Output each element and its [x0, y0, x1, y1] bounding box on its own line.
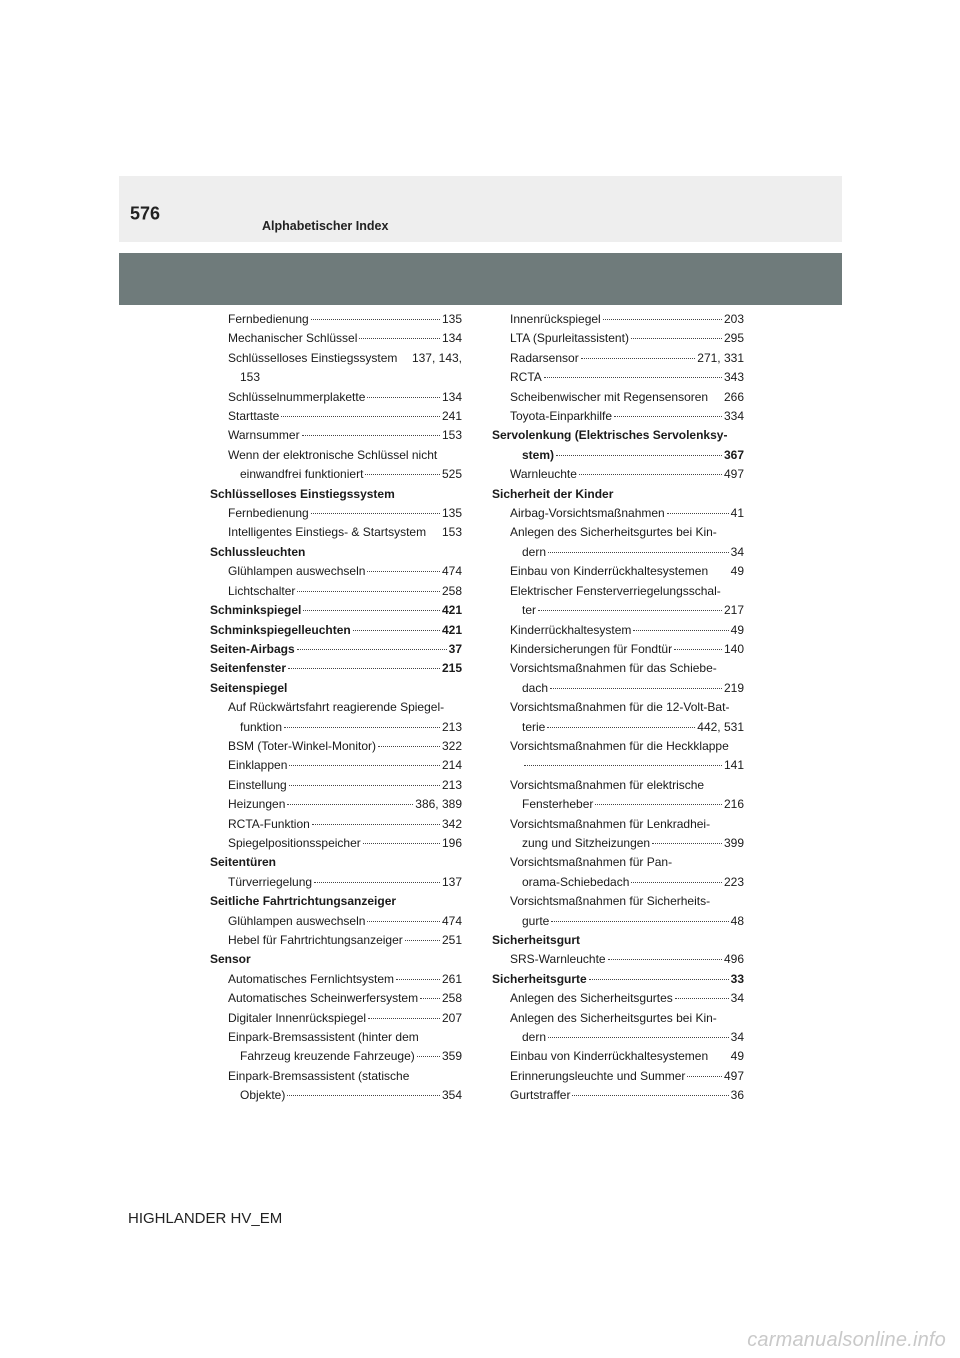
index-entry: [492, 601, 744, 620]
index-entry-page: 207: [441, 1010, 462, 1025]
index-entry-page: 34: [730, 1030, 744, 1045]
index-entry-page: 359: [441, 1049, 462, 1064]
dot-leader: [281, 416, 440, 417]
index-entry-text: SRS-Warnleuchte: [510, 952, 606, 967]
index-entry: [210, 640, 462, 659]
index-entry-page: 525: [441, 467, 462, 482]
index-entry-page: 386, 389: [415, 797, 462, 812]
index-entry-text: Anlegen des Sicherheitsgurtes: [510, 991, 673, 1006]
index-entry-text: Vorsichtsmaßnahmen für das Schiebe-: [510, 661, 717, 676]
index-entry-text: Seitenfenster: [210, 661, 287, 676]
index-entry-page: 134: [441, 331, 462, 346]
index-entry: [210, 679, 462, 698]
index-entry-text: Einbau von Kinderrückhaltesystemen: [510, 1049, 709, 1064]
index-entry: [210, 698, 462, 717]
index-entry: [492, 679, 744, 698]
index-entry: [492, 776, 744, 795]
index-entry-page: 49: [730, 622, 744, 637]
index-entry-page: 217: [723, 603, 744, 618]
index-entry-page: 295: [723, 331, 744, 346]
index-entry-page: 214: [441, 758, 462, 773]
index-entry-page: 213: [441, 777, 462, 792]
index-entry: [492, 368, 744, 387]
index-entry-text: Vorsichtsmaßnahmen für die Heckklappe: [510, 738, 729, 753]
index-entry-text: Objekte): [240, 1088, 286, 1103]
index-entry-text: Anlegen des Sicherheitsgurtes bei Kin-: [510, 525, 717, 540]
index-entry-text: dern: [522, 1030, 547, 1045]
dot-leader: [367, 921, 440, 922]
index-column-left: [210, 310, 462, 1106]
index-entry: [210, 853, 462, 872]
index-entry: [492, 834, 744, 853]
dot-leader: [675, 998, 729, 999]
index-entry: [210, 815, 462, 834]
index-entry-page: 241: [441, 409, 462, 424]
index-entry: [210, 1067, 462, 1086]
index-entry-text: Fahrzeug kreuzende Fahrzeuge): [240, 1049, 415, 1064]
index-entry-text: Schlüsselnummerplakette: [228, 389, 366, 404]
index-entry-text: RCTA-Funktion: [228, 816, 310, 831]
dot-leader: [631, 882, 722, 883]
index-entry-text: Gurtstraffer: [510, 1088, 571, 1103]
index-entry-page: 48: [730, 913, 744, 928]
index-entry: [492, 446, 744, 465]
index-entry: [492, 1067, 744, 1086]
index-entry-text: Glühlampen auswechseln: [228, 913, 366, 928]
index-entry-text: Auf Rückwärtsfahrt reagierende Spiegel-: [228, 700, 445, 715]
index-entry-text: Schlüsselloses Einstiegssystem: [228, 350, 398, 365]
index-entry: [210, 504, 462, 523]
index-entry-page: 34: [730, 991, 744, 1006]
index-entry-page: 322: [441, 738, 462, 753]
index-entry: [210, 950, 462, 969]
index-entry: [210, 873, 462, 892]
index-entry-text: ter: [522, 603, 537, 618]
index-entry: [492, 1028, 744, 1047]
index-entry-text: Schlussleuchten: [210, 544, 306, 559]
index-entry: [210, 659, 462, 678]
index-entry: [210, 834, 462, 853]
index-entry-page: 354: [441, 1088, 462, 1103]
index-entry-text: Warnsummer: [228, 428, 300, 443]
index-entry-page: 367: [723, 447, 744, 462]
index-entry: [492, 737, 744, 756]
index-entry-page: 140: [723, 641, 744, 656]
dot-leader: [287, 804, 413, 805]
dot-leader: [368, 1018, 440, 1019]
dot-leader: [538, 610, 722, 611]
index-entry-text: Scheibenwischer mit Regensensoren: [510, 389, 709, 404]
index-entry-text: Schminkspiegel: [210, 603, 302, 618]
index-entry-page: 223: [723, 874, 744, 889]
dot-leader: [367, 571, 440, 572]
index-entry: [210, 446, 462, 465]
index-entry: [210, 407, 462, 426]
dot-leader: [297, 591, 440, 592]
index-entry-text: gurte: [522, 913, 550, 928]
dot-leader: [667, 513, 729, 514]
index-entry-page: 342: [441, 816, 462, 831]
dot-leader: [314, 882, 440, 883]
dot-leader: [581, 358, 696, 359]
index-entry-page: 196: [441, 835, 462, 850]
index-entry: [492, 698, 744, 717]
index-entry-page: 219: [723, 680, 744, 695]
index-entry: [492, 718, 744, 737]
index-entry: [210, 1047, 462, 1066]
index-entry-page: 216: [723, 797, 744, 812]
index-entry: [492, 795, 744, 814]
index-entry: [210, 582, 462, 601]
index-entry-page: 36: [730, 1088, 744, 1103]
index-entry-text: Warnleuchte: [510, 467, 577, 482]
index-entry-text: Starttaste: [228, 409, 280, 424]
index-entry-page: 474: [441, 564, 462, 579]
index-entry: [492, 970, 744, 989]
index-entry-text: Fensterheber: [522, 797, 594, 812]
dot-leader: [297, 649, 447, 650]
index-entry-text: Einpark-Bremsassistent (hinter dem: [228, 1030, 419, 1045]
index-entry-text: Vorsichtsmaßnahmen für die 12-Volt-Bat-: [510, 700, 730, 715]
dot-leader: [548, 552, 729, 553]
index-entry: [210, 368, 462, 387]
index-entry: [492, 349, 744, 368]
index-entry: [210, 1028, 462, 1047]
watermark: carmanualsonline.info: [747, 1329, 946, 1351]
dot-leader: [303, 610, 440, 611]
index-entry-page: 266: [723, 389, 744, 404]
index-entry-text: zung und Sitzheizungen: [522, 835, 651, 850]
dot-leader: [359, 338, 440, 339]
index-entry: [210, 465, 462, 484]
dot-leader: [524, 765, 722, 766]
index-entry-text: Seitentüren: [210, 855, 277, 870]
index-entry-text: Vorsichtsmaßnahmen für Pan-: [510, 855, 673, 870]
index-entry: [210, 601, 462, 620]
index-entry-text: funktion: [240, 719, 283, 734]
index-entry: [492, 950, 744, 969]
index-entry-page: 421: [441, 622, 462, 637]
index-entry: [492, 562, 744, 581]
dot-leader: [284, 727, 440, 728]
index-entry-page: 49: [730, 564, 744, 579]
index-entry-text: Toyota-Einparkhilfe: [510, 409, 613, 424]
index-entry-page: 251: [441, 933, 462, 947]
index-entry-text: terie: [522, 719, 546, 734]
index-entry-page: 33: [730, 971, 744, 986]
index-entry-text: dern: [522, 544, 547, 559]
index-entry: [210, 1009, 462, 1028]
index-entry-text: Digitaler Innenrückspiegel: [228, 1010, 367, 1025]
index-entry-page: 258: [441, 991, 462, 1006]
index-entry-text: Servolenkung (Elektrisches Servolenksy-: [492, 428, 728, 443]
index-entry-text: BSM (Toter-Winkel-Monitor): [228, 738, 377, 753]
index-entry-text: Einklappen: [228, 758, 288, 773]
index-entry-text: Vorsichtsmaßnahmen für Sicherheits-: [510, 894, 711, 909]
index-entry-text: Fernbedienung: [228, 506, 309, 521]
dot-leader: [378, 746, 440, 747]
index-entry-text: einwandfrei funktioniert: [240, 467, 364, 482]
dot-leader: [631, 338, 722, 339]
index-entry: [210, 310, 462, 329]
index-entry: [210, 776, 462, 795]
index-entry-page: 153: [441, 525, 462, 540]
index-entry: [492, 989, 744, 1008]
index-entry-text: Sicherheitsgurt: [492, 933, 581, 947]
index-entry: [210, 795, 462, 814]
index-entry: [492, 388, 744, 407]
dot-leader: [652, 843, 722, 844]
index-entry-text: Sicherheit der Kinder: [492, 486, 614, 501]
index-entry-text: Anlegen des Sicherheitsgurtes bei Kin-: [510, 1010, 717, 1025]
dot-leader: [311, 319, 440, 320]
index-entry-page: 215: [441, 661, 462, 676]
index-entry: [492, 853, 744, 872]
dot-leader: [287, 1095, 440, 1096]
dot-leader: [367, 397, 440, 398]
index-entry-page: 137: [441, 874, 462, 889]
index-entry-text: Seiten-Airbags: [210, 641, 295, 656]
dot-leader: [288, 668, 440, 669]
index-entry-text: Mechanischer Schlüssel: [228, 331, 358, 346]
index-entry: [210, 543, 462, 562]
dot-leader: [687, 1076, 722, 1077]
index-entry: [210, 523, 462, 542]
index-entry-page: 271, 331: [697, 350, 744, 365]
index-entry: [492, 1047, 744, 1066]
index-entry-text: Einpark-Bremsassistent (statische: [228, 1068, 410, 1083]
index-entry: [492, 892, 744, 911]
index-entry-text: RCTA: [510, 370, 542, 385]
index-entry: [492, 1086, 744, 1105]
index-entry-page: 497: [723, 467, 744, 482]
dot-leader: [589, 979, 729, 980]
dot-leader: [608, 959, 722, 960]
index-entry-text: Automatisches Scheinwerfersystem: [228, 991, 419, 1006]
page-number: 576: [130, 203, 161, 224]
index-entry: [210, 1086, 462, 1105]
index-entry-text: LTA (Spurleitassistent): [510, 331, 629, 346]
index-entry: [210, 892, 462, 911]
index-entry-page: 135: [441, 312, 462, 326]
index-entry-page: 474: [441, 913, 462, 928]
index-entry-text: Vorsichtsmaßnahmen für Lenkradhei-: [510, 816, 711, 831]
index-entry-text: Wenn der elektronische Schlüssel nicht: [228, 447, 438, 462]
index-entry: [210, 621, 462, 640]
dot-leader: [674, 649, 722, 650]
dot-leader: [633, 630, 728, 631]
index-entry-text: Spiegelpositionsspeicher: [228, 835, 361, 850]
index-entry: [210, 485, 462, 504]
dot-leader: [312, 824, 440, 825]
index-entry-text: orama-Schiebedach: [522, 874, 630, 889]
dot-leader: [353, 630, 440, 631]
index-entry-text: Heizungen: [228, 797, 286, 812]
index-entry: [210, 756, 462, 775]
dot-leader: [396, 979, 440, 980]
index-entry-page: 261: [441, 971, 462, 986]
index-entry-text: Sicherheitsgurte: [492, 971, 587, 986]
dot-leader: [550, 688, 722, 689]
index-entry: [210, 562, 462, 581]
index-entry-text: Innenrückspiegel: [510, 312, 601, 326]
index-entry-page: 442, 531: [697, 719, 744, 734]
footer-model: HIGHLANDER HV_EM: [128, 1210, 283, 1227]
dot-leader: [289, 765, 440, 766]
index-entry-text: Erinnerungsleuchte und Summer: [510, 1068, 686, 1083]
dot-leader: [417, 1056, 440, 1057]
index-entry-text: Intelligentes Einstiegs- & Startsystem: [228, 525, 427, 540]
dot-leader: [548, 1037, 729, 1038]
index-entry: [492, 756, 744, 775]
index-entry-text: Vorsichtsmaßnahmen für elektrische: [510, 777, 705, 792]
dot-leader: [365, 474, 440, 475]
dot-leader: [311, 513, 440, 514]
section-banner: [119, 253, 842, 305]
index-entry-page: 141: [723, 758, 744, 773]
index-entry: [210, 737, 462, 756]
index-entry-page: 334: [723, 409, 744, 424]
index-entry-text: Elektrischer Fensterverriegelungsschal-: [510, 583, 721, 598]
dot-leader: [289, 785, 440, 786]
index-entry-page: 421: [441, 603, 462, 618]
index-entry-page: 34: [730, 544, 744, 559]
index-entry-page: 213: [441, 719, 462, 734]
index-entry-text: Schlüsselloses Einstiegssystem: [210, 486, 395, 501]
index-column-right: [492, 310, 744, 1106]
index-entry-page: 137, 143,: [411, 350, 462, 365]
index-entry-page: 496: [723, 952, 744, 967]
index-entry: [492, 912, 744, 931]
dot-leader: [556, 455, 722, 456]
dot-leader: [544, 377, 722, 378]
index-entry: [492, 621, 744, 640]
dot-leader: [603, 319, 722, 320]
index-entry: [492, 310, 744, 329]
index-entry: [210, 931, 462, 950]
index-entry: [210, 426, 462, 445]
index-entry-text: Seitenspiegel: [210, 680, 288, 695]
index-entry-page: 49: [730, 1049, 744, 1064]
index-entry-text: Hebel für Fahrtrichtungsanzeiger: [228, 933, 403, 947]
index-entry-text: Türverriegelung: [228, 874, 313, 889]
index-entry: [492, 873, 744, 892]
index-entry-text: Automatisches Fernlichtsystem: [228, 971, 395, 986]
dot-leader: [420, 998, 440, 999]
dot-leader: [595, 804, 722, 805]
index-entry: [492, 504, 744, 523]
index-entry-page: 153: [441, 428, 462, 443]
index-entry-page: 37: [448, 641, 462, 656]
index-entry-page: 41: [730, 506, 744, 521]
index-entry-page: 399: [723, 835, 744, 850]
index-entry-text: Einstellung: [228, 777, 287, 792]
index-entry-text: Einbau von Kinderrückhaltesystemen: [510, 564, 709, 579]
index-entry-page: 134: [441, 389, 462, 404]
index-entry: [492, 485, 744, 504]
dot-leader: [363, 843, 440, 844]
dot-leader: [302, 435, 440, 436]
dot-leader: [547, 727, 695, 728]
index-entry: [492, 543, 744, 562]
index-entry: [492, 640, 744, 659]
index-entry: [210, 329, 462, 348]
index-entry-text: Schminkspiegelleuchten: [210, 622, 351, 637]
index-entry-text: stem): [522, 447, 555, 462]
index-entry: [210, 388, 462, 407]
index-entry: [492, 815, 744, 834]
header-band: [119, 176, 842, 242]
index-entry: [492, 659, 744, 678]
index-entry-text: Seitliche Fahrtrichtungsanzeiger: [210, 894, 397, 909]
index-entry-page: 135: [441, 506, 462, 521]
index-entry: [492, 523, 744, 542]
index-entry: [492, 407, 744, 426]
index-entry-text: Radarsensor: [510, 350, 579, 365]
index-entry-page: 497: [723, 1068, 744, 1083]
index-entry-page: 343: [723, 370, 744, 385]
index-entry: [492, 582, 744, 601]
dot-leader: [614, 416, 722, 417]
section-title: Alphabetischer Index: [262, 219, 389, 233]
dot-leader: [405, 940, 440, 941]
index-entry-text: Sensor: [210, 952, 251, 967]
index-entry-text: Glühlampen auswechseln: [228, 564, 366, 579]
index-entry: [492, 1009, 744, 1028]
index-entry: [492, 329, 744, 348]
index-entry-text: Kinderrückhaltesystem: [510, 622, 632, 637]
index-entry-text: Airbag-Vorsichtsmaßnahmen: [510, 506, 665, 521]
index-entry: [210, 970, 462, 989]
index-entry-text: Kindersicherungen für Fondtür: [510, 641, 673, 656]
index-entry-page: 258: [441, 583, 462, 598]
index-entry: [492, 465, 744, 484]
index-entry-text: dach: [522, 680, 549, 695]
index-entry: [210, 349, 462, 368]
index-entry: [210, 989, 462, 1008]
dot-leader: [572, 1095, 728, 1096]
index-entry-text: 153: [240, 370, 261, 385]
index-entry: [210, 912, 462, 931]
dot-leader: [579, 474, 722, 475]
index-entry-text: Lichtschalter: [228, 583, 296, 598]
index-entry-text: Fernbedienung: [228, 312, 309, 326]
index-entry: [492, 426, 744, 445]
index-entry: [492, 931, 744, 950]
index-entry-page: 203: [723, 312, 744, 326]
index-entry: [210, 718, 462, 737]
dot-leader: [551, 921, 728, 922]
